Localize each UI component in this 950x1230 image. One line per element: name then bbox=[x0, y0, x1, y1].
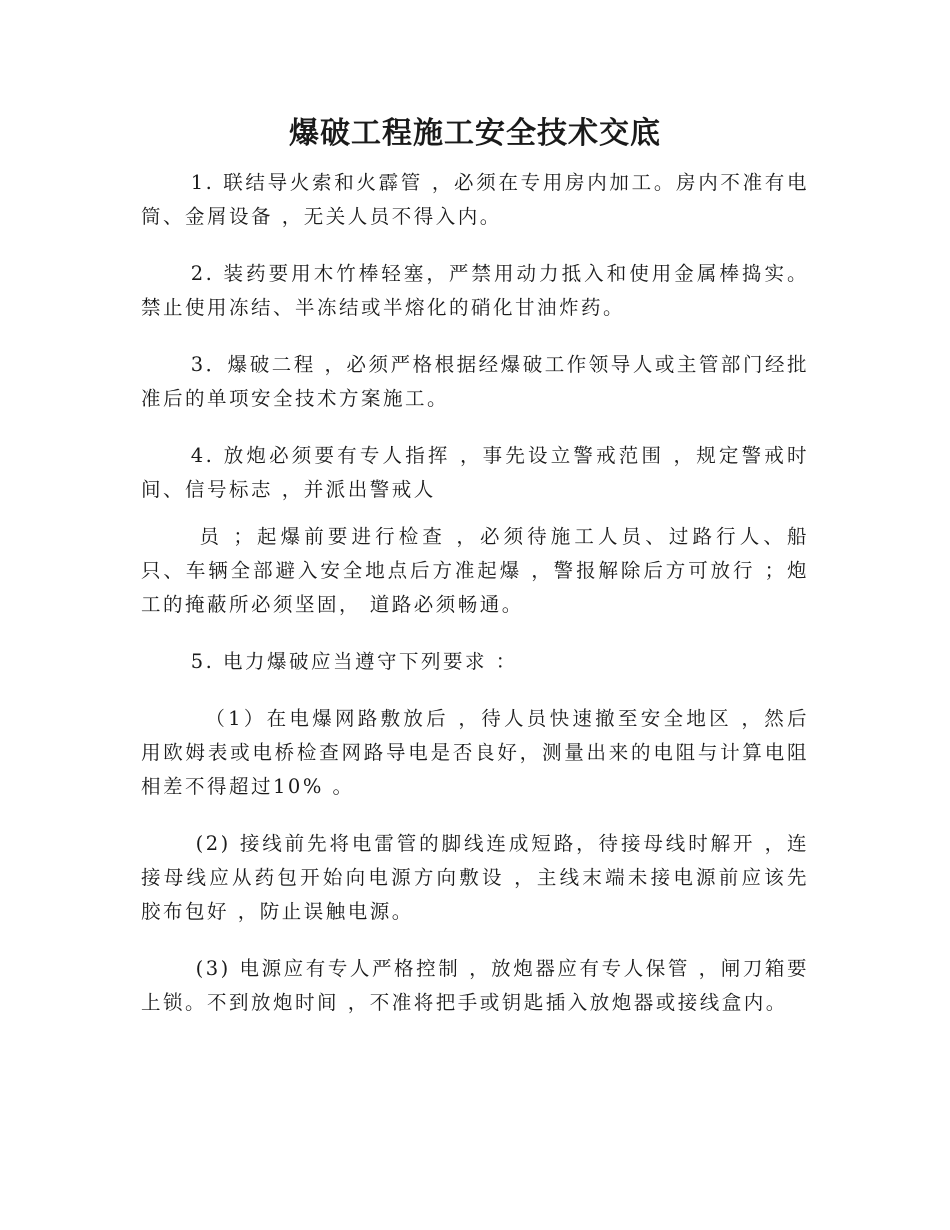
paragraph-5-item-1: （1）在电爆网路敷放后 ，待人员快速撤至安全地区 ，然后用欧姆表或电桥检查网路导电是否良好，测量出来的电阻与计算电阻相差不得超过10% 。 bbox=[141, 707, 809, 798]
paragraph-4-continued: 员 ；起爆前要进行检查 ，必须待施工人员、过路行人、船只、车辆全部避入安全地点后方准起爆 ，警报解除后方可放行 ；炮工的掩蔽所必须坚固， 道路必须畅通。 bbox=[141, 525, 809, 616]
paragraph-3: 3．爆破二程 ，必须严格根据经爆破工作领导人或主管部门经批准后的单项安全技术方案施工。 bbox=[141, 353, 809, 410]
paragraph-5-item-2: (2) 接线前先将电雷管的脚线连成短路，待接母线时解开 ，连接母线应从药包开始向电源方向敷设 ，主线末端未接电源前应该先胶布包好 ，防止误触电源。 bbox=[141, 832, 809, 923]
document-title: 爆破工程施工安全技术交底 bbox=[289, 116, 661, 151]
paragraph-1: 1. 联结导火索和火霹管 ，必须在专用房内加工。房内不准有电筒、金屑设备 ，无关人员不得入内。 bbox=[141, 171, 809, 228]
paragraph-4: 4. 放炮必须要有专人指挥 ，事先设立警戒范围 ，规定警戒时间、信号标志 ，并派出警戒人 bbox=[141, 444, 809, 501]
document-body bbox=[141, 166, 809, 1043]
paragraph-5-item-3: (3) 电源应有专人严格控制 ，放炮器应有专人保管 ，闸刀箱要上锁。不到放炮时间 ，不准将把手或钥匙插入放炮器或接线盒内。 bbox=[141, 957, 809, 1014]
paragraph-5: 5. 电力爆破应当遵守下列要求 ： bbox=[190, 650, 518, 673]
paragraph-2: 2. 装药要用木竹棒轻塞，严禁用动力抵入和使用金属棒捣实。禁止使用冻结、半冻结或半熔化的硝化甘油炸药。 bbox=[141, 262, 809, 319]
